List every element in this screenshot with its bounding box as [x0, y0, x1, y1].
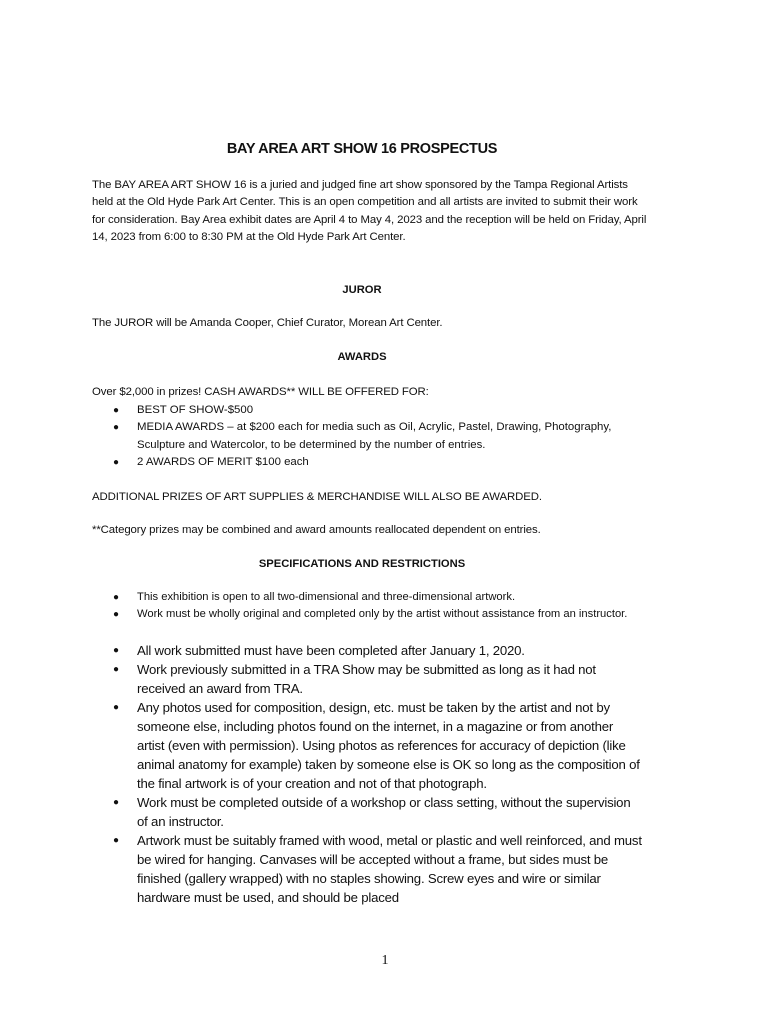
awards-note: **Category prizes may be combined and award amounts reallocated dependent on entries. — [92, 524, 541, 536]
specs-list-small — [113, 589, 633, 623]
document-title: BAY AREA ART SHOW 16 PROSPECTUS — [226, 141, 498, 157]
bullet-icon: ● — [113, 835, 119, 846]
award-text: 2 AWARDS OF MERIT $100 each — [137, 455, 309, 468]
list-item — [113, 831, 643, 907]
list-item — [113, 606, 633, 623]
bullet-icon: ● — [113, 456, 120, 468]
list-item — [113, 660, 643, 698]
list-item — [113, 641, 643, 660]
additional-prizes: ADDITIONAL PRIZES OF ART SUPPLIES & MERCHANDISE WILL ALSO BE AWARDED. — [92, 491, 542, 503]
list-item — [113, 454, 633, 471]
list-item — [113, 419, 633, 454]
bullet-icon: ● — [113, 645, 119, 656]
bullet-icon: ● — [113, 405, 120, 416]
spec-text: All work submitted must have been completed after January 1, 2020. — [137, 643, 525, 658]
spec-text: This exhibition is open to all two-dimensional and three-dimensional artwork. — [137, 591, 516, 603]
specs-list-large — [113, 641, 643, 907]
bullet-icon: ● — [113, 664, 119, 675]
spec-text: Work previously submitted in a TRA Show may be submitted as long as it had not received an award from TRA. — [137, 662, 596, 696]
bullet-icon: ● — [113, 702, 119, 713]
list-item — [113, 402, 633, 419]
specs-heading: SPECIFICATIONS AND RESTRICTIONS — [258, 558, 466, 570]
juror-paragraph: The JUROR will be Amanda Cooper, Chief Curator, Morean Art Center. — [92, 317, 443, 329]
bullet-icon: ● — [113, 609, 120, 620]
list-item — [113, 698, 643, 793]
juror-heading: JUROR — [342, 284, 382, 296]
awards-heading: AWARDS — [337, 351, 387, 363]
spec-text: Work must be wholly original and completed only by the artist without assistance from an instructor. — [137, 608, 628, 620]
intro-paragraph: The BAY AREA ART SHOW 16 is a juried and judged fine art show sponsored by the Tampa Regional Artists held at the Old Hyde Park Art Center. This is an open competition and all artists are invited to submit their work for consideration. Bay Area exhibit dates are April 4 to May 4, 2023 and the reception will be held on Friday, April 14, 2023 from 6:00 to 8:30 PM at the Old Hyde Park Art Center. — [92, 179, 647, 243]
spec-text: Work must be completed outside of a workshop or class setting, without the supervision of an instructor. — [137, 795, 631, 829]
spec-text: Any photos used for composition, design, etc. must be taken by the artist and not by someone else, including photos found on the internet, in a magazine or from another artist (even with permission). Using photos as references for accuracy of depiction (like animal anatomy for example) taken by someone else is OK so long as the composition of the final artwork is of your creation and not of that photograph. — [137, 700, 640, 791]
list-item — [113, 793, 643, 831]
awards-intro: Over $2,000 in prizes! CASH AWARDS** WILL BE OFFERED FOR: — [92, 386, 429, 398]
awards-list — [113, 402, 633, 471]
list-item — [113, 589, 633, 606]
bullet-icon: ● — [113, 592, 120, 603]
page-number: 1 — [381, 953, 389, 968]
bullet-icon: ● — [113, 797, 119, 808]
spec-text: Artwork must be suitably framed with wood, metal or plastic and well reinforced, and must be wired for hanging. Canvases will be accepted without a frame, but sides must be finished (gallery wrapped) with no staples showing. Screw eyes and wire or similar hardware must be used, and should be placed — [137, 833, 642, 905]
bullet-icon: ● — [113, 422, 120, 434]
award-text: MEDIA AWARDS – at $200 each for media such as Oil, Acrylic, Pastel, Drawing, Photography, Sculpture and Watercolor, to be determined by the number of entries. — [137, 421, 612, 451]
award-text: BEST OF SHOW-$500 — [137, 404, 254, 416]
